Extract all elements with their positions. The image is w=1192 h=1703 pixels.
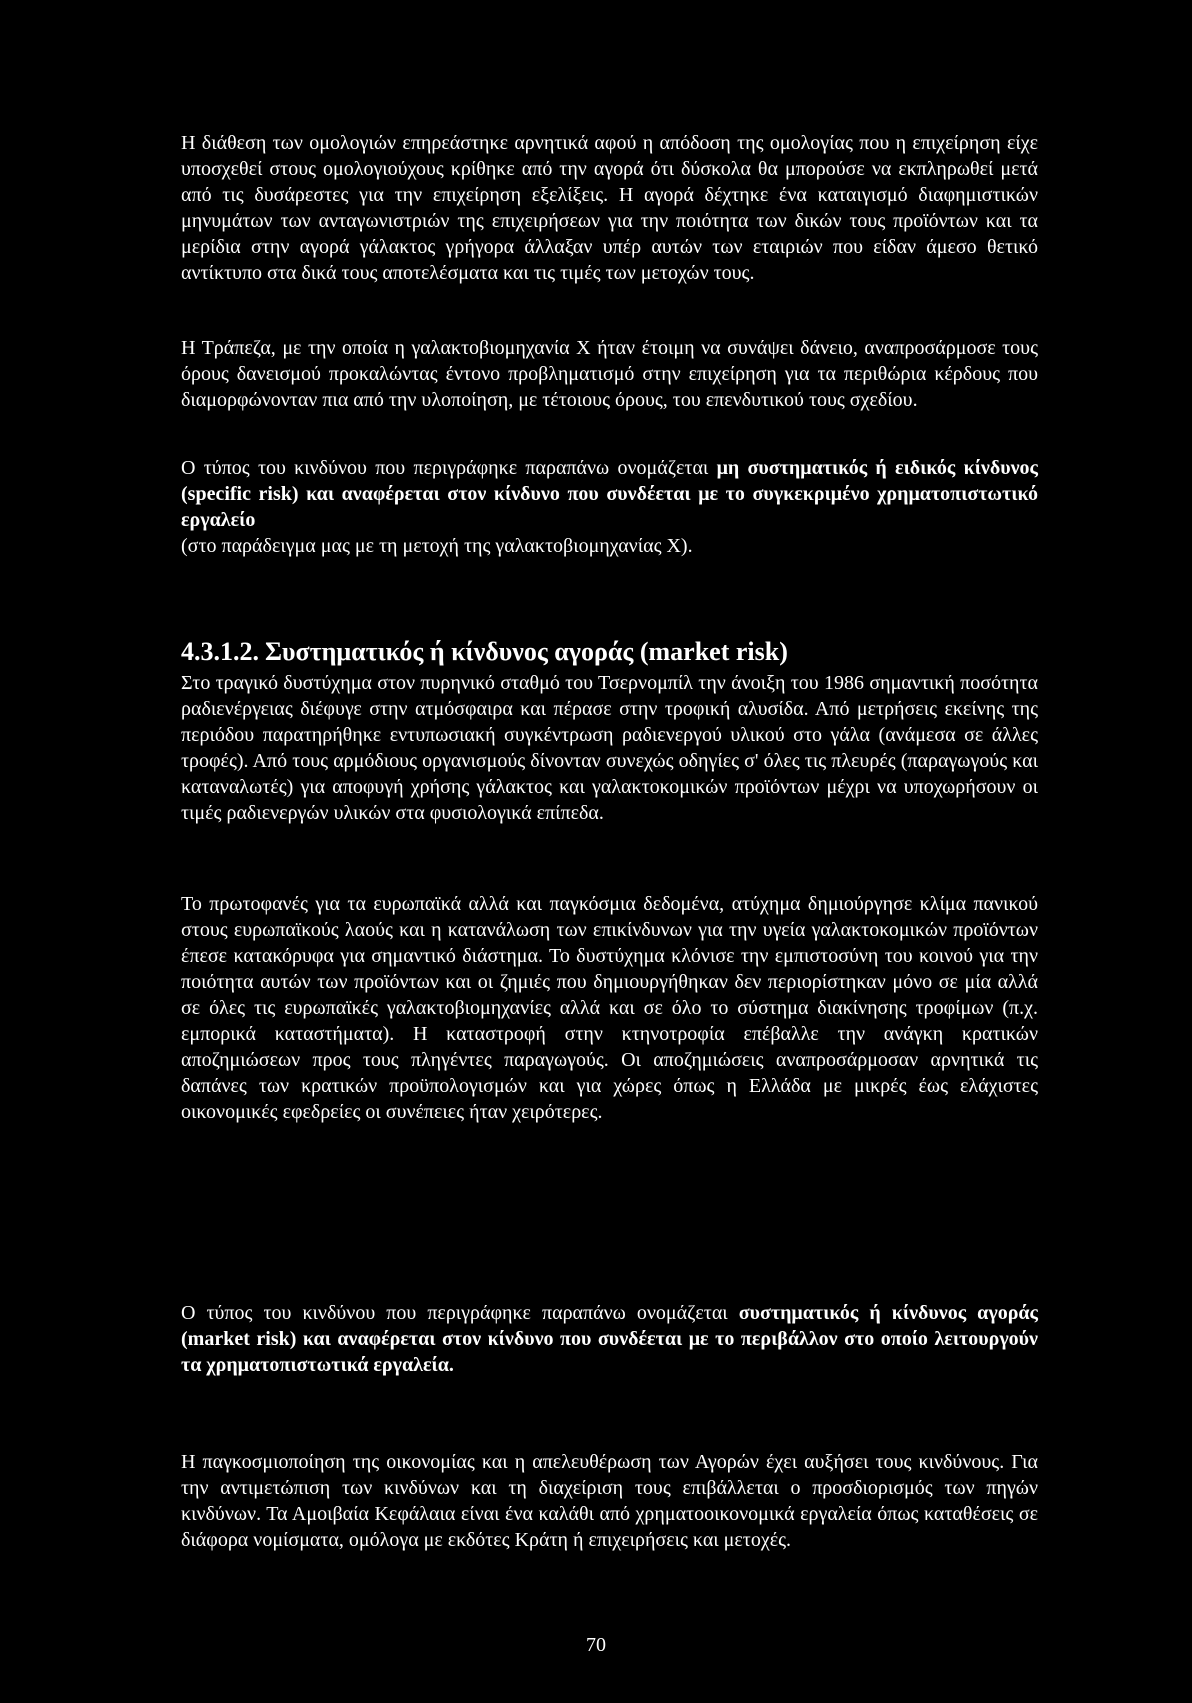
paragraph-bond-market: Η διάθεση των ομολογιών επηρεάστηκε αρνητικά αφού η απόδοση της ομολογίας που η επιχείρηση είχε υποσχεθεί στους ομολογιούχους κρίθηκε από την αγορά ότι δύσκολα θα μπορούσε να εκπληρωθεί μετά από τις δυσάρεστες για την επιχείρηση εξελίξεις. Η αγορά δέχτηκε ένα καταιγισμό διαφημιστικών μηνυμάτων των ανταγωνιστριών της επιχειρήσεων για την ποιότητα των δικών τους προϊόντων και τα μερίδια στην αγορά γάλακτος γρήγορα άλλαξαν υπέρ αυτών των εταιριών που είδαν άμεσο θετικό αντίκτυπο στα δικά τους αποτελέσματα και τις τιμές των μετοχών τους.	[181, 132, 1038, 284]
paragraph-market-risk-definition	[181, 1300, 1038, 1378]
section-title: Συστηματικός ή κίνδυνος αγοράς (market risk)	[265, 637, 788, 666]
paragraph-specific-risk-definition	[181, 455, 1038, 559]
specific-risk-bold-text: μη συστηματικός ή ειδικός κίνδυνος (specific risk) και αναφέρεται στον κίνδυνο που συνδέεται με το συγκεκριμένο χρηματοπιστωτικό εργαλείο	[181, 457, 1038, 531]
page-number: 70	[586, 1634, 606, 1656]
specific-risk-intro: Ο τύπος του κινδύνου που περιγράφηκε παραπάνω ονομάζεται	[181, 457, 717, 479]
section-heading	[181, 637, 788, 667]
market-risk-intro: Ο τύπος του κινδύνου που περιγράφηκε παραπάνω ονομάζεται	[181, 1302, 739, 1324]
specific-risk-example-note: (στο παράδειγμα μας με τη μετοχή της γαλακτοβιομηχανίας Χ).	[181, 535, 693, 557]
paragraph-bank-loan: Η Τράπεζα, με την οποία η γαλακτοβιομηχανία Χ ήταν έτοιμη να συνάψει δάνειο, αναπροσάρμοσε τους όρους δανεισμού προκαλώντας έντονο προβληματισμό στην επιχείρηση για τα περιθώρια κέρδους που διαμορφώνονταν πια από την υλοποίηση, με τέτοιους όρους, του επενδυτικού τους σχεδίου.	[181, 337, 1038, 411]
section-number: 4.3.1.2.	[181, 637, 259, 666]
paragraph-chernobyl: Στο τραγικό δυστύχημα στον πυρηνικό σταθμό του Τσερνομπίλ την άνοιξη του 1986 σημαντική ποσότητα ραδιενέργειας διέφυγε στην ατμόσφαιρα και πέρασε στην τροφική αλυσίδα. Από μετρήσεις εκείνης της περιόδου παρατηρήθηκε εντυπωσιακή συγκέντρωση ραδιενεργού υλικού στο γάλα (ανάμεσα σε άλλες τροφές). Από τους αρμόδιους οργανισμούς δίνονταν συνεχώς οδηγίες σ' όλες τις πλευρές (παραγωγούς και καταναλωτές) για αποφυγή χρήσης γάλακτος και γαλακτοκομικών προϊόντων μέχρι να υποχωρήσουν οι τιμές ραδιενεργών υλικών στα φυσιολογικά επίπεδα.	[181, 672, 1038, 824]
paragraph-accident-consequences: Το πρωτοφανές για τα ευρωπαϊκά αλλά και παγκόσμια δεδομένα, ατύχημα δημιούργησε κλίμα πανικού στους ευρωπαϊκούς λαούς και η κατανάλωση των επικίνδυνων για την υγεία γαλακτοκομικών προϊόντων έπεσε κατακόρυφα για σημαντικό διάστημα. Το δυστύχημα κλόνισε την εμπιστοσύνη του κοινού για την ποιότητα αυτών των προϊόντων και οι ζημιές που δημιουργήθηκαν δεν περιορίστηκαν μόνο σε μία αλλά σε όλες τις ευρωπαϊκές γαλακτοβιομηχανίες αλλά και σε όλο το σύστημα διακίνησης τροφίμων (π.χ. εμπορικά καταστήματα). Η καταστροφή στην κτηνοτροφία επέβαλλε την ανάγκη κρατικών αποζημιώσεων προς τους πληγέντες παραγωγούς. Οι αποζημιώσεις αναπροσάρμοσαν αρνητικά τις δαπάνες των κρατικών προϋπολογισμών και για χώρες όπως η Ελλάδα με μικρές έως ελάχιστες οικονομικές εφεδρείες οι συνέπειες ήταν χειρότερες.	[181, 893, 1038, 1123]
market-risk-bold-text: συστηματικός ή κίνδυνος αγοράς (market risk) και αναφέρεται στον κίνδυνο που συνδέεται με το περιβάλλον στο οποίο λειτουργούν τα χρηματοπιστωτικά εργαλεία.	[181, 1302, 1038, 1376]
paragraph-globalization: Η παγκοσμιοποίηση της οικονομίας και η απελευθέρωση των Αγορών έχει αυξήσει τους κινδύνους. Για την αντιμετώπιση των κινδύνων και τη διαχείριση τους επιβάλλεται ο προσδιορισμός των πηγών κινδύνων. Τα Αμοιβαία Κεφάλαια είναι ένα καλάθι από χρηματοοικονομικά εργαλεία όπως καταθέσεις σε διάφορα νομίσματα, ομόλογα με εκδότες Κράτη ή επιχειρήσεις και μετοχές.	[181, 1451, 1038, 1551]
